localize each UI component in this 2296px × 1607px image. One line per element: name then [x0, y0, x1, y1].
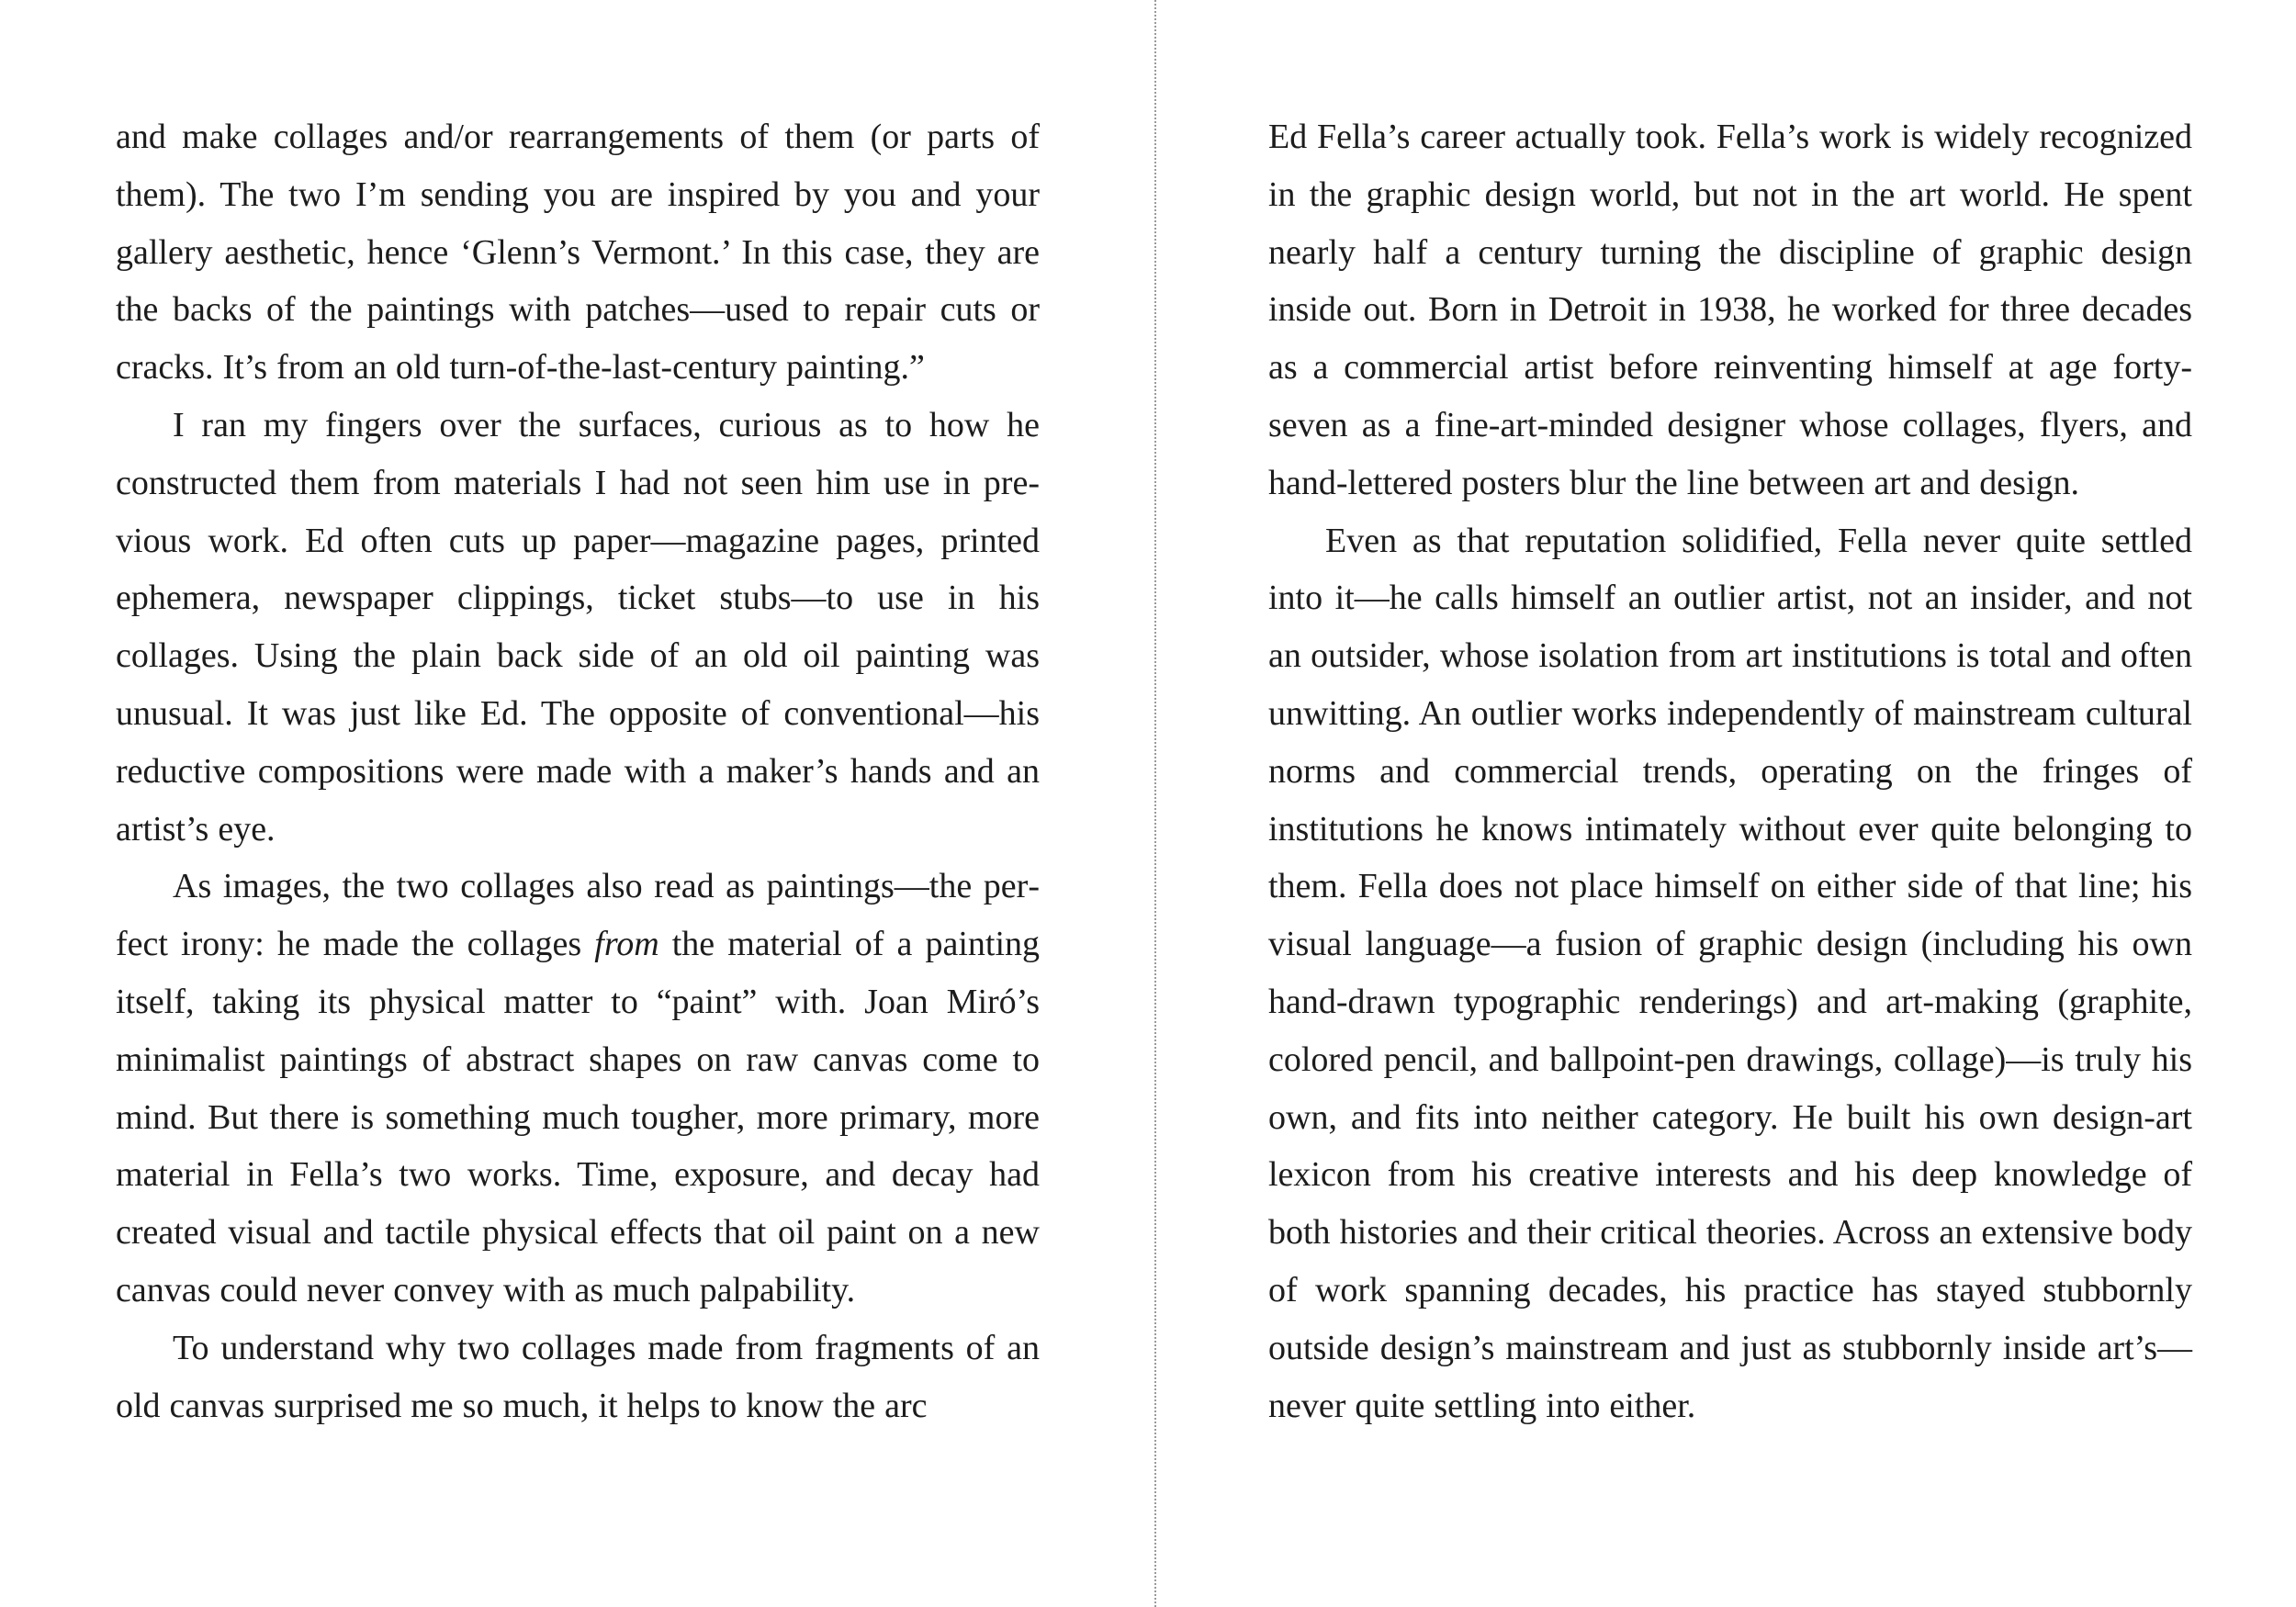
paragraph: [1268, 512, 2192, 1435]
text-run: As images, the two collages also read as paintings—the perfect irony: he made the collages: [116, 867, 1040, 964]
text-run: Even as that reputation solidified, Fella never quite settled into it—he calls himself an outlier artist, not an insider, and not an outsider, whose isolation from art institutions is total and often unwitting. An outlier works independently of mainstream cultural norms and commercial trends, operating on the fringes of institutions he knows intimately without ever quite belonging to them. Fella does not place himself on either side of that line; his visual language—a fusion of graphic design (including his own hand-drawn typographic renderings) and art-making (graphite, colored pencil, and ballpoint-pen drawings, collage)—is truly his own, and fits into neither category. He built his own design-art lexicon from his creative interests and his deep knowledge of both histories and their critical theories. Across an extensive body of work spanning decades, his practice has stayed stubbornly outside design’s mainstream and just as stubbornly inside art’s—never quite settling into either.: [1268, 521, 2192, 1425]
right-page: [1268, 108, 2192, 1434]
text-run: I ran my fingers over the surfaces, curious as to how he constructed them from materials I had not seen him use in previous work. Ed often cuts up paper—magazine pages, printed ephemera, newspaper clippings, ticket stubs—to use in his collages. Using the plain back side of an old oil painting was unusual. It was just like Ed. The opposite of conventional—his reductive compositions were made with a maker’s hands and an artist’s eye.: [116, 405, 1040, 848]
text-run: Ed Fella’s career actually took. Fella’s work is widely recognized in the graphic design world, but not in the art world. He spent nearly half a century turning the discipline of graphic design inside out. Born in Detroit in 1938, he worked for three decades as a commercial artist before reinventing himself at age forty-seven as a fine-art-minded designer whose collages, flyers, and hand-lettered posters blur the line between art and design.: [1268, 118, 2192, 502]
paragraph: [1268, 108, 2192, 512]
text-run: To understand why two collages made from fragments of an old canvas surprised me so much, it helps to know the arc: [116, 1328, 1040, 1425]
text-run: and make collages and/or rearrangements of them (or parts of them). The two I’m sending you are inspired by you and your gallery aesthetic, hence ‘Glenn’s Vermont.’ In this case, they are the backs of the paintings with patches—used to repair cuts or cracks. It’s from an old turn-of-the-last-century painting.”: [116, 118, 1040, 388]
paragraph: [116, 1320, 1040, 1435]
text-run: the material of a painting itself, taking its physical matter to “paint” with. Joan Miró’s minimalist paintings of abstract shapes on raw canvas come to mind. But there is something much tougher, more primary, more material in Fella’s two works. Time, exposure, and decay had created visual and tactile physical effects that oil paint on a new canvas could never convey with as much palpability.: [116, 925, 1041, 1309]
paragraph: [116, 858, 1040, 1319]
left-page: [116, 108, 1040, 1434]
paragraph: [116, 397, 1040, 858]
italic-text-run: from: [594, 925, 659, 964]
paragraph: [116, 108, 1040, 397]
gutter-divider: [1154, 0, 1156, 1607]
